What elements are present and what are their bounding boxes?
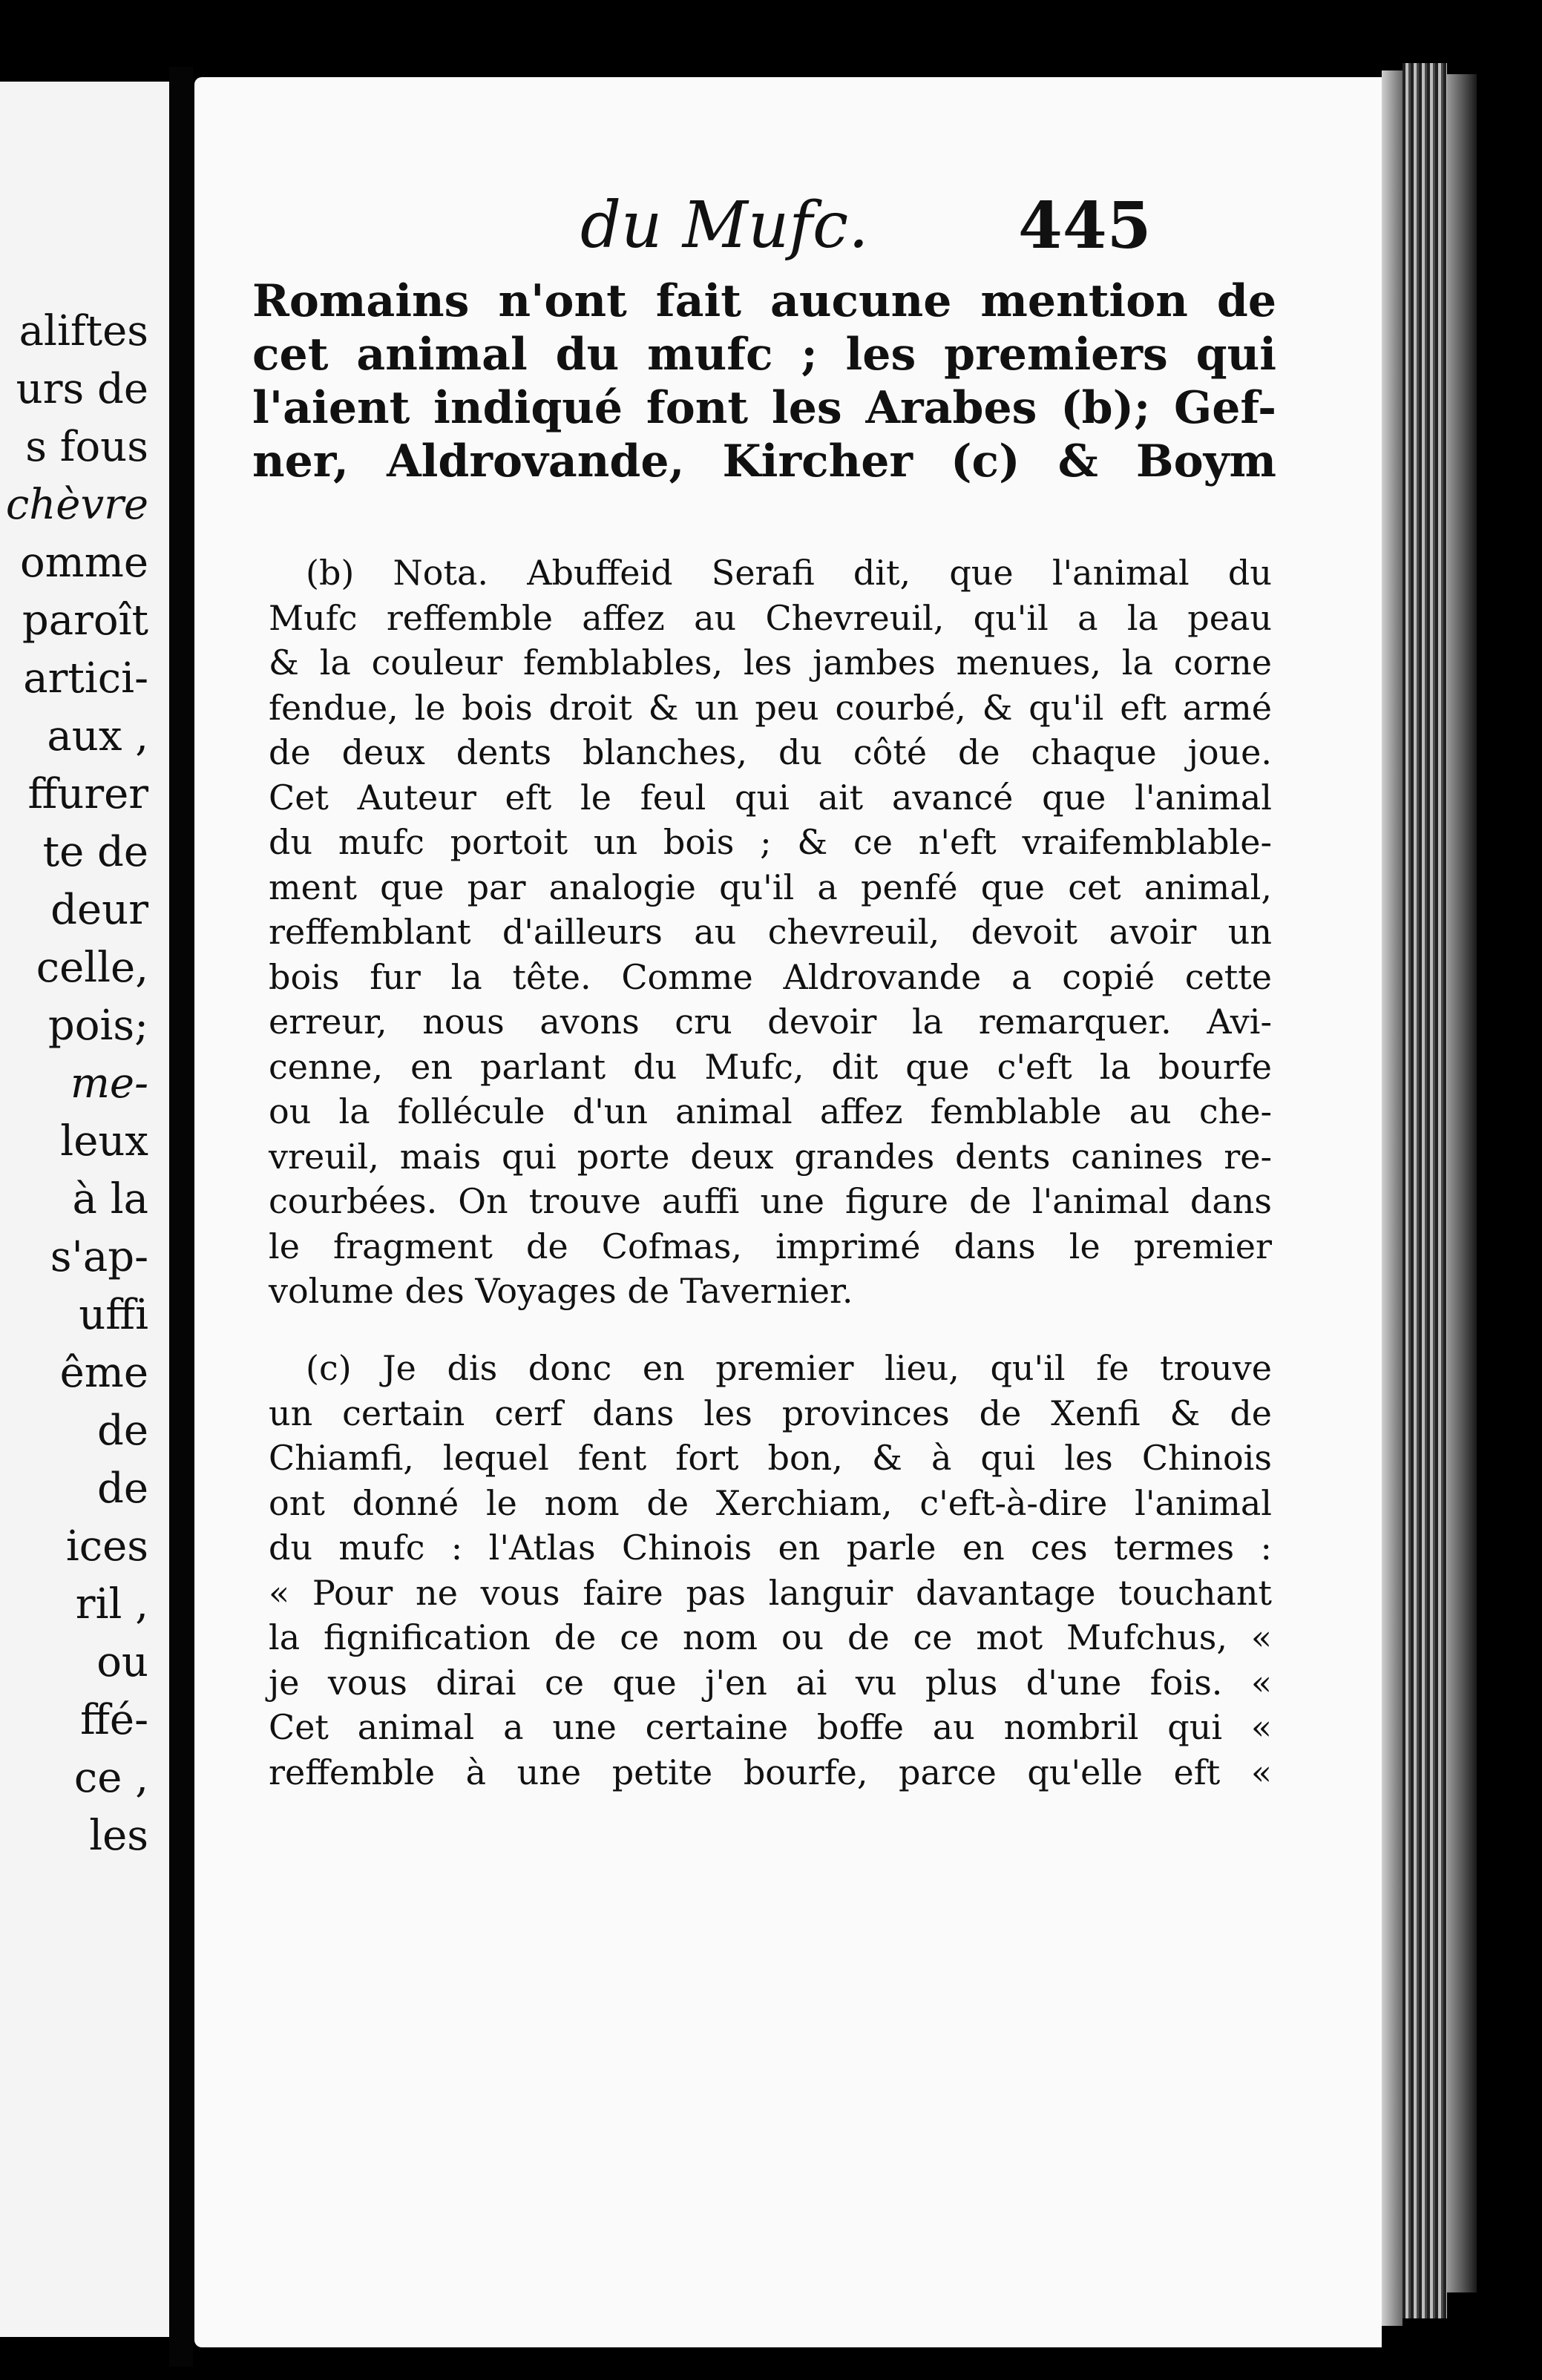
note-line: ment que par analogie qu'il a penfé que cet animal,: [269, 867, 1272, 907]
note-line: courbées. On trouve auffi une figure de l'animal dans: [269, 1181, 1272, 1221]
note-line: Mufc reffemble affez au Chevreuil, qu'il a la peau: [269, 597, 1272, 638]
note-line: fendue, le bois droit & un peu courbé, & qu'il eft armé: [269, 687, 1272, 728]
facing-line: ffurer: [27, 770, 148, 818]
facing-line: te de: [42, 828, 148, 876]
note-line: vreuil, mais qui porte deux grandes dents canines re-: [269, 1136, 1272, 1177]
note-line: je vous dirai ce que j'en ai vu plus d'une fois. «: [269, 1662, 1272, 1703]
page-number: 445: [1018, 188, 1152, 263]
note-line: reffemble à une petite bourfe, parce qu'elle eft «: [269, 1752, 1272, 1792]
note-line: Chiamfi, lequel fent fort bon, & à qui les Chinois: [269, 1438, 1272, 1478]
cover-edge: [1447, 74, 1477, 2292]
facing-line: omme: [19, 539, 148, 587]
facing-line: de: [97, 1465, 148, 1513]
note-line: ou la follécule d'un animal affez femblable au che-: [269, 1091, 1272, 1131]
note-line: bois fur la tête. Comme Aldrovande a copié cette: [269, 956, 1272, 997]
note-line: « Pour ne vous faire pas languir davantage touchant: [269, 1572, 1272, 1613]
main-text: [252, 275, 1276, 488]
note-line: ont donné le nom de Xerchiam, c'eft-à-dire l'animal: [269, 1482, 1272, 1523]
note-line: de deux dents blanches, du côté de chaque joue.: [269, 732, 1272, 772]
note-line: la fignification de ce nom ou de ce mot Mufchus, «: [269, 1617, 1272, 1657]
note-line: du mufc : l'Atlas Chinois en parle en ces termes :: [269, 1528, 1272, 1568]
note-line: volume des Voyages de Tavernier.: [269, 1271, 853, 1311]
note-line: un certain cerf dans les provinces de Xenfi & de: [269, 1393, 1272, 1433]
note-line: (c) Je dis donc en premier lieu, qu'il fe trouve: [306, 1348, 1272, 1388]
text-line: cet animal du mufc ; les premiers qui: [252, 329, 1276, 381]
facing-line: ril ,: [75, 1580, 148, 1628]
page-stack-edge: [1402, 63, 1447, 2318]
facing-line: s'ap-: [50, 1233, 148, 1281]
running-head-title: du Mufc.: [580, 188, 869, 263]
text-line: ner, Aldrovande, Kircher (c) & Boym: [252, 435, 1276, 487]
facing-line: me-: [70, 1059, 148, 1108]
note-line: Cet animal a une certaine boffe au nombril qui «: [269, 1707, 1272, 1747]
facing-line: urs de: [16, 365, 148, 413]
facing-line: pois;: [47, 1002, 148, 1050]
book-gutter: [169, 67, 193, 2367]
facing-line: leux: [60, 1117, 148, 1166]
note-line: erreur, nous avons cru devoir la remarquer. Avi-: [269, 1002, 1272, 1042]
running-head: [194, 188, 1382, 270]
facing-line: celle,: [36, 944, 148, 992]
facing-line: chèvre: [5, 481, 148, 529]
text-line: Romains n'ont fait aucune mention de: [252, 275, 1276, 327]
facing-page-text: [0, 303, 148, 1865]
note-line: (b) Nota. Abuffeid Serafi dit, que l'animal du: [306, 553, 1272, 593]
facing-line: ême: [59, 1349, 148, 1397]
text-line: l'aient indiqué font les Arabes (b); Gef-: [252, 382, 1276, 434]
facing-line: s fous: [25, 423, 148, 471]
note-line: cenne, en parlant du Mufc, dit que c'eft la bourfe: [269, 1046, 1272, 1087]
facing-line: les: [89, 1812, 148, 1860]
note-line: du mufc portoit un bois ; & ce n'eft vraifemblable-: [269, 822, 1272, 862]
note-line: reffemblant d'ailleurs au chevreuil, devoit avoir un: [269, 912, 1272, 952]
facing-line: uffi: [79, 1291, 148, 1339]
footnote-b: [269, 550, 1272, 1314]
footnote-c: [269, 1346, 1272, 1795]
facing-line: de: [97, 1407, 148, 1455]
facing-line: ices: [65, 1522, 148, 1571]
facing-line: paroît: [22, 596, 148, 645]
note-line: le fragment de Cofmas, imprimé dans le premier: [269, 1226, 1272, 1266]
facing-page-fragment: [0, 82, 172, 2337]
page-edge: [1382, 70, 1402, 2326]
facing-line: à la: [72, 1175, 148, 1223]
note-line: & la couleur femblables, les jambes menues, la corne: [269, 642, 1272, 683]
facing-line: deur: [50, 886, 148, 934]
facing-line: aux ,: [47, 712, 148, 760]
facing-line: aliftes: [19, 307, 148, 355]
note-line: Cet Auteur eft le feul qui ait avancé que l'animal: [269, 777, 1272, 818]
book-page: [194, 77, 1382, 2347]
facing-line: artici-: [23, 654, 148, 703]
facing-line: ou: [96, 1638, 148, 1686]
facing-line: ffé-: [80, 1696, 148, 1744]
facing-line: ce ,: [73, 1754, 148, 1802]
